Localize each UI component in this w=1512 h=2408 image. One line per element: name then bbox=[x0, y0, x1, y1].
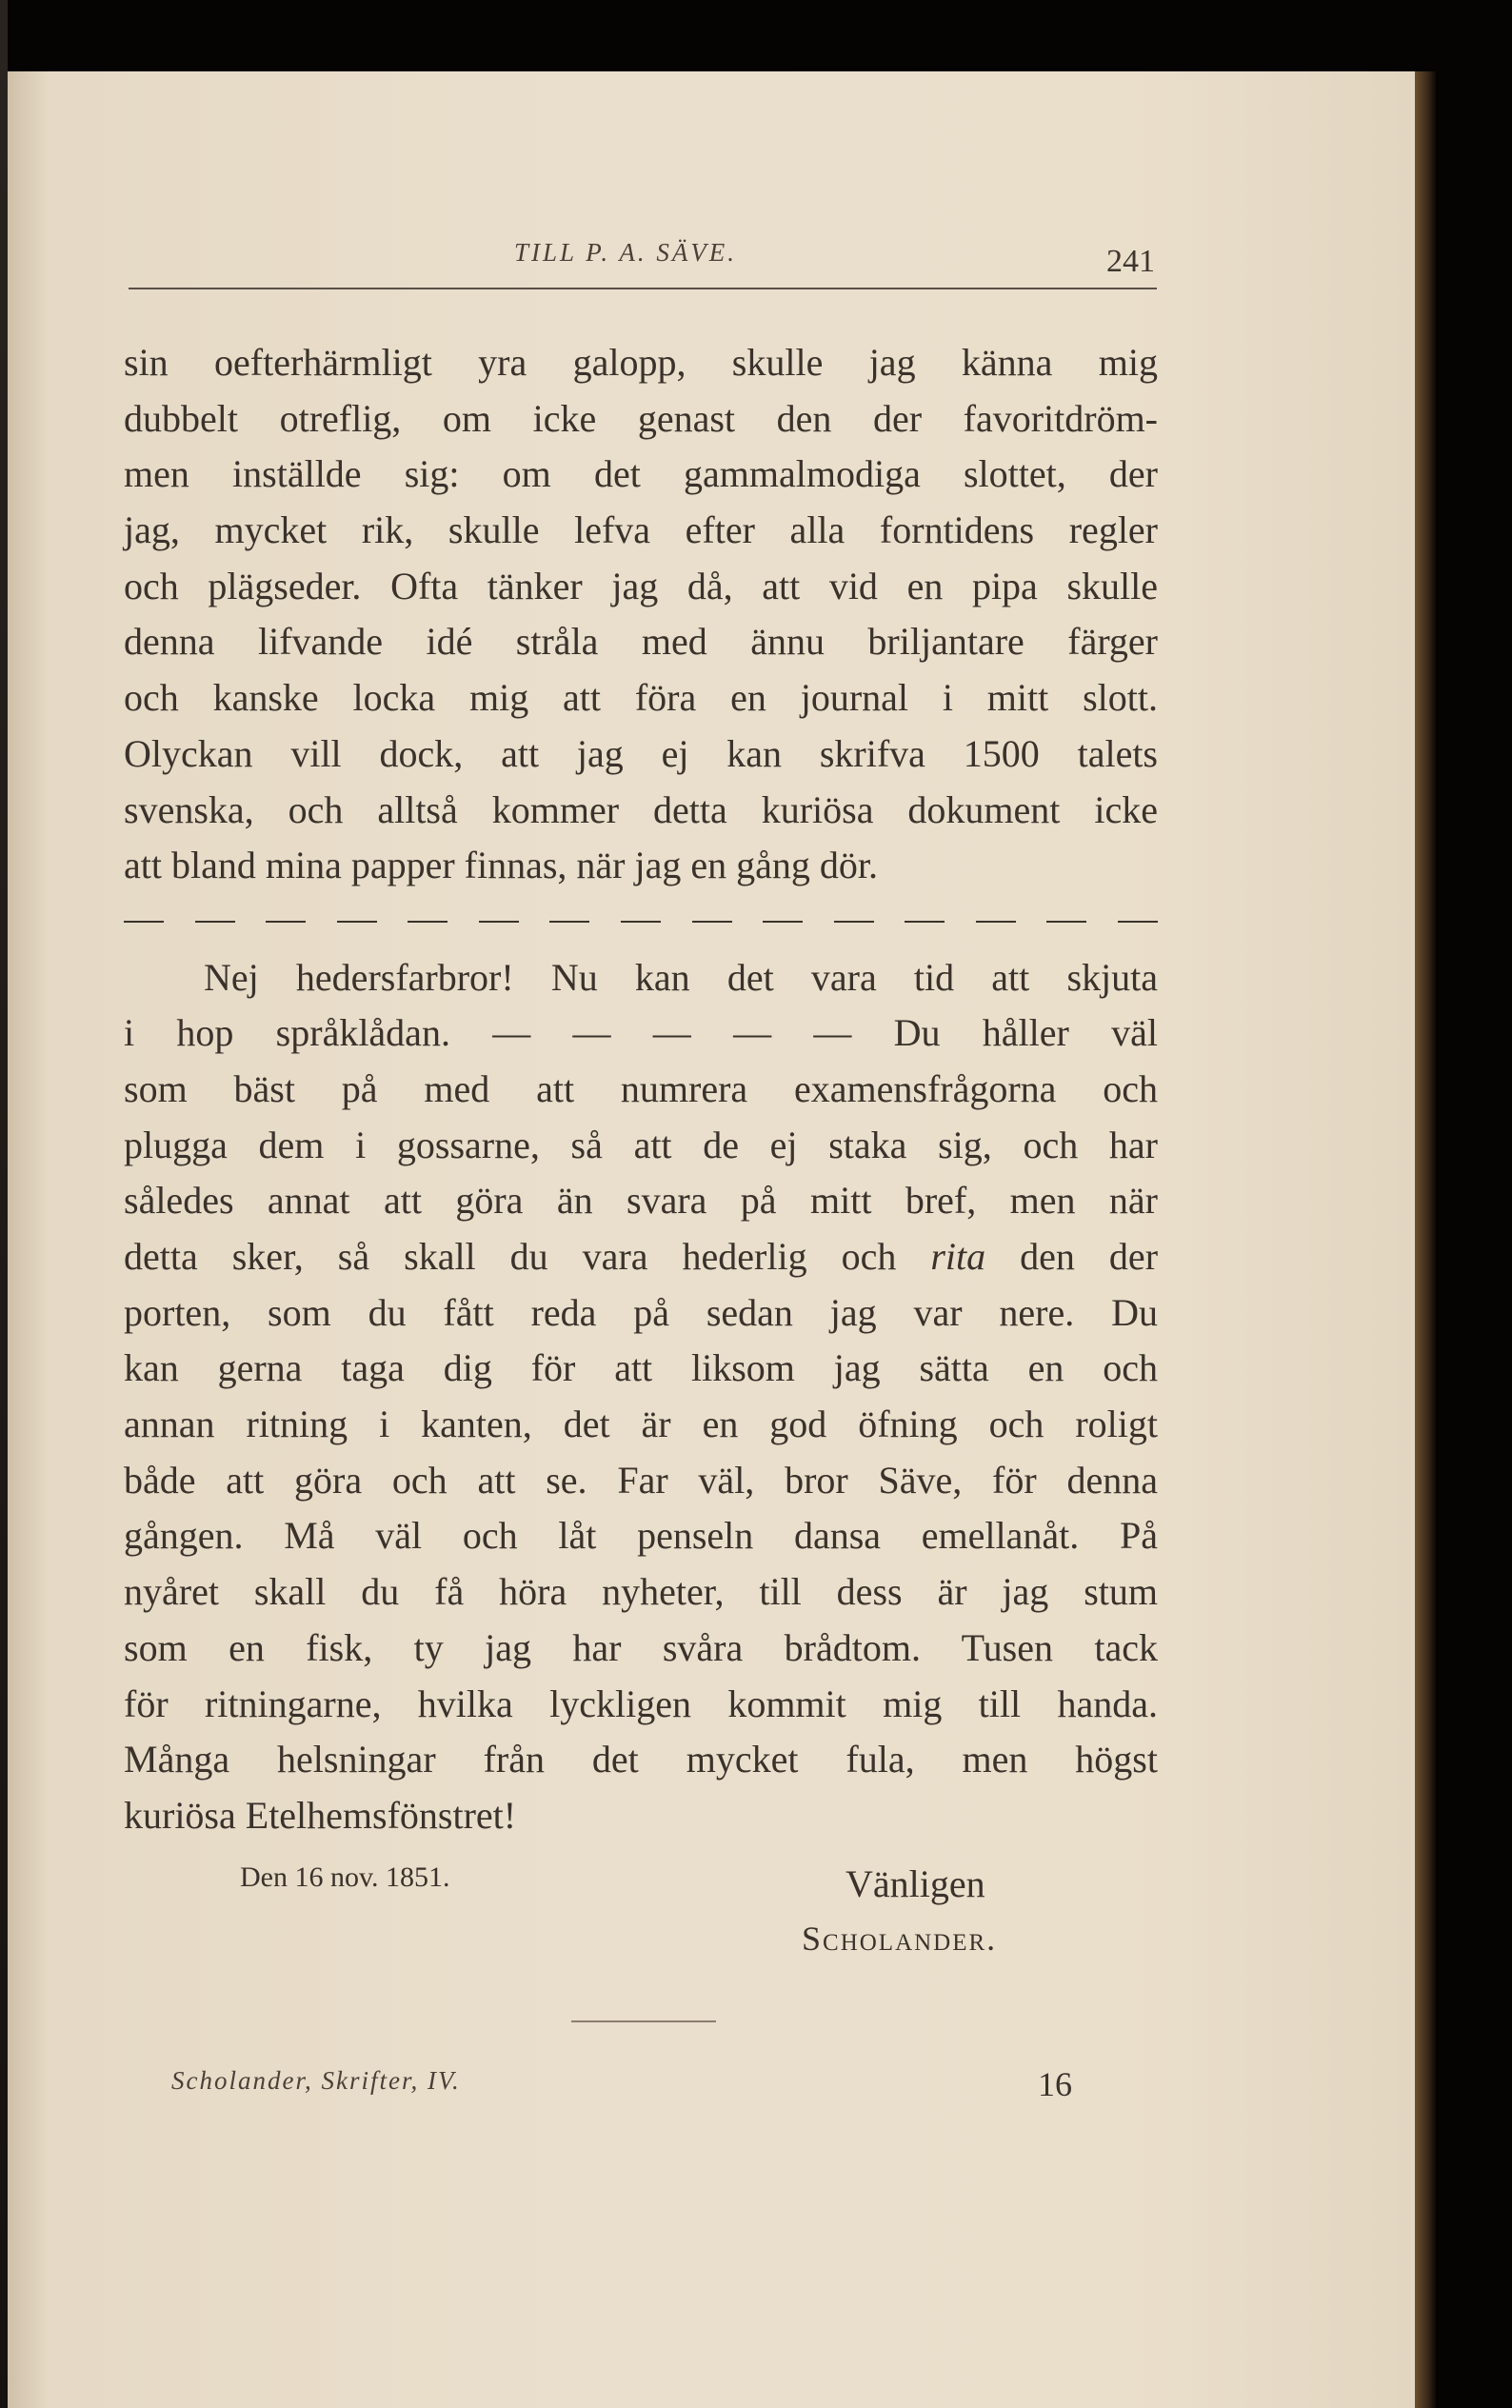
scan-left-edge bbox=[0, 0, 8, 2408]
text-line: i hop språklådan. — — — — — Du håller väl bbox=[124, 1011, 1158, 1055]
text-line: men inställde sig: om det gammalmodiga slottet, der bbox=[124, 452, 1158, 496]
section-break-dashes bbox=[124, 894, 1158, 950]
letter-signature: Scholander. bbox=[802, 1920, 998, 1958]
text-line: och plägseder. Ofta tänker jag då, att vid en pipa skulle bbox=[124, 564, 1158, 607]
text-line: sin oefterhärmligt yra galopp, skulle jag känna mig bbox=[124, 341, 1158, 384]
page-number: 241 bbox=[1106, 244, 1155, 279]
text-line: gången. Må väl och låt penseln dansa emellanåt. På bbox=[124, 1514, 1158, 1558]
text-fragment: den der bbox=[1020, 1235, 1159, 1278]
letter-date: Den 16 nov. 1851. bbox=[240, 1861, 450, 1893]
text-fragment: detta sker, så skall du vara hederlig och bbox=[124, 1235, 897, 1278]
italic-word: rita bbox=[930, 1235, 986, 1278]
text-line: som en fisk, ty jag har svåra brådtom. Tusen tack bbox=[124, 1625, 1158, 1669]
valediction: Vänligen bbox=[846, 1862, 985, 1905]
text-line: som bäst på med att numrera examensfrågorna och bbox=[124, 1066, 1158, 1110]
text-line: kuriösa Etelhemsfönstret! bbox=[124, 1793, 517, 1837]
text-line: Nej hedersfarbror! Nu kan det vara tid att skjuta bbox=[204, 955, 1158, 999]
text-line: annan ritning i kanten, det är en god öfning och roligt bbox=[124, 1403, 1158, 1446]
text-line: Olyckan vill dock, att jag ej kan skrifva 1500 talets bbox=[124, 731, 1158, 775]
text-line: denna lifvande idé stråla med ännu briljantare färger bbox=[124, 620, 1158, 664]
text-line: plugga dem i gossarne, så att de ej staka sig, och har bbox=[124, 1123, 1158, 1166]
header-rule bbox=[129, 288, 1157, 289]
text-line: kan gerna taga dig för att liksom jag sätta en och bbox=[124, 1346, 1158, 1390]
printer-signature-mark: Scholander, Skrifter, IV. bbox=[171, 2066, 461, 2095]
text-line: att bland mina papper finnas, när jag en gång dör. bbox=[124, 844, 878, 887]
text-line: dubbelt otreflig, om icke genast den der favoritdröm- bbox=[124, 396, 1158, 440]
text-line: således annat att göra än svara på mitt bref, men när bbox=[124, 1179, 1158, 1223]
book-page-edge bbox=[1415, 71, 1436, 2408]
text-line: både att göra och att se. Far väl, bror Säve, för denna bbox=[124, 1458, 1158, 1502]
footer-rule bbox=[571, 2020, 716, 2022]
text-line: Många helsningar från det mycket fula, men högst bbox=[124, 1738, 1158, 1781]
letter-body bbox=[124, 335, 1158, 1844]
sheet-number: 16 bbox=[1038, 2065, 1072, 2103]
text-line: nyåret skall du få höra nyheter, till dess är jag stum bbox=[124, 1570, 1158, 1614]
text-line: porten, som du fått reda på sedan jag var nere. Du bbox=[124, 1290, 1158, 1334]
text-line: och kanske locka mig att föra en journal i mitt slott. bbox=[124, 676, 1158, 720]
text-line-with-italic bbox=[124, 1229, 1158, 1285]
running-head: TILL P. A. SÄVE. bbox=[514, 238, 738, 267]
text-line: jag, mycket rik, skulle lefva efter alla forntidens regler bbox=[124, 508, 1158, 552]
text-line: för ritningarne, hvilka lyckligen kommit mig till handa. bbox=[124, 1682, 1158, 1725]
text-line: svenska, och alltså kommer detta kuriösa dokument icke bbox=[124, 787, 1158, 831]
